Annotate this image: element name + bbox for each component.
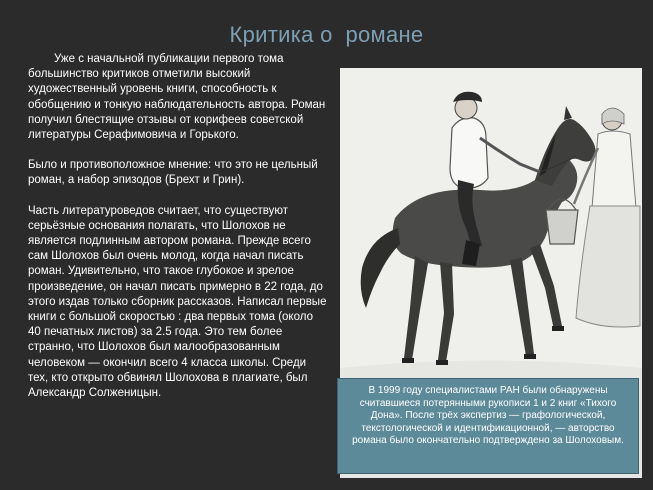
slide-title: Критика о романе — [229, 22, 424, 47]
caption-manuscripts: В 1999 году специалистами РАН были обнаружены считавшиеся потерянными рукописи 1 и 2 книг «Тихого Дона». После трёх экспертиз — графологической, текстологической и идентификационной, — авторство романа было окончательно подтверждено за Шолоховым. — [337, 378, 639, 474]
paragraph-opposite-opinion: Было и противоположное мнение: что это не цельный роман, а набор эпизодов (Брехт и Грин). — [28, 159, 318, 187]
paragraph-critics: Уже с начальной публикации первого тома большинство критиков отметили высокий художественный уровень книги, способность к обобщению и тонкую наблюдательность автора. Роман получил блестящие отзывы от корифеев советской литературы Серафимовича и Горького. — [28, 53, 326, 142]
paragraph-authorship-doubts: Часть литературоведов считает, что существуют серьёзные основания полагать, что Шолохов не является подлинным автором романа. Прежде всего сам Шолохов был очень молод, когда начал писать роман. Удивительно, что такое глубокое и зрелое произведение, он начал писать примерно в 22 года, до этого издав только сборник рассказов. Написал первые книги с большой скоростью : два первых тома (около 40 печатных листов) за 2.5 года. Это тем более странно, что Шолохов был малообразованным человеком — окончил всего 4 класса школы. Среди тех, кто открыто обвинял Шолохова в плагиате, был Александр Солженицын. — [28, 204, 327, 400]
body-text — [28, 52, 328, 416]
